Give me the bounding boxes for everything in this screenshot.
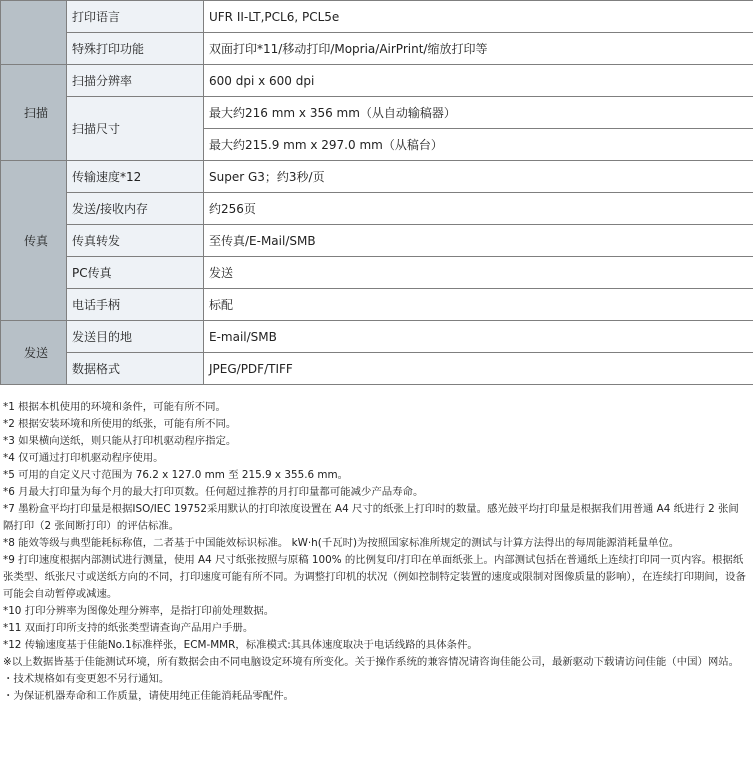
category-scan: 扫描 (1, 65, 67, 161)
footnote: *10 打印分辨率为图像处理分辨率，是指打印前处理数据。 (3, 605, 275, 617)
footnote: ・技术规格如有变更恕不另行通知。 (3, 673, 170, 685)
spec-key: 电话手柄 (67, 289, 204, 321)
spec-key: 扫描尺寸 (67, 97, 204, 161)
spec-value: 最大约216 mm x 356 mm（从自动输稿器） (204, 97, 753, 129)
spec-key: 发送目的地 (67, 321, 204, 353)
footnote: *12 传输速度基于佳能No.1标准样张，ECM-MMR，标准模式:其具体速度取决于电话线路的具体条件。 (3, 639, 478, 651)
spec-key: 传真转发 (67, 225, 204, 257)
spec-key: 扫描分辨率 (67, 65, 204, 97)
table-row (1, 289, 753, 321)
spec-key: 发送/接收内存 (67, 193, 204, 225)
spec-value: 至传真/E-Mail/SMB (204, 225, 753, 257)
spec-key: PC传真 (67, 257, 204, 289)
spec-value: 最大约215.9 mm x 297.0 mm（从稿台） (204, 129, 753, 161)
spec-value: 双面打印*11/移动打印/Mopria/AirPrint/缩放打印等 (204, 33, 753, 65)
spec-value: 标配 (204, 289, 753, 321)
spec-value: 约256页 (204, 193, 753, 225)
footnote: *9 打印速度根据内部测试进行测量，使用 A4 尺寸纸张按照与原稿 100% 的比例复印/打印在单面纸张上。内部测试包括在普通纸上连续打印同一页内容。根据纸张类型、纸张尺寸或送纸方向的不同，打印速度可能有所不同。为调整打印机的状况（例如控制特定装置的速度或限制对图像质量的影响），在连续打印期间，设备可能会自动暂停或减速。 (3, 554, 746, 600)
footnote: *5 可用的自定义尺寸范围为 76.2 x 127.0 mm 至 215.9 x 355.6 mm。 (3, 469, 349, 481)
table-row (1, 65, 753, 97)
footnote: *11 双面打印所支持的纸张类型请查询产品用户手册。 (3, 622, 254, 634)
table-row (1, 193, 753, 225)
footnote: *2 根据安装环境和所使用的纸张，可能有所不同。 (3, 418, 237, 430)
table-row (1, 353, 753, 385)
spec-value: JPEG/PDF/TIFF (204, 353, 753, 385)
table-row (1, 257, 753, 289)
footnote: *4 仅可通过打印机驱动程序使用。 (3, 452, 164, 464)
table-row (1, 33, 753, 65)
footnotes (3, 399, 749, 705)
table-row (1, 97, 753, 129)
footnote: *7 墨粉盒平均打印量是根据ISO/IEC 19752采用默认的打印浓度设置在 A4 尺寸的纸张上打印时的数量。感光鼓平均打印量是根据我们用普通 A4 纸进行 2 张间隔打印（2 张间断打印）的评估标准。 (3, 503, 739, 532)
spec-value: UFR II-LT,PCL6, PCL5e (204, 1, 753, 33)
table-row (1, 321, 753, 353)
category-send: 发送 (1, 321, 67, 385)
spec-key: 打印语言 (67, 1, 204, 33)
footnote: *3 如果横向送纸，则只能从打印机驱动程序指定。 (3, 435, 237, 447)
footnote: *6 月最大打印量为每个月的最大打印页数。任何超过推荐的月打印量都可能减少产品寿命。 (3, 486, 424, 498)
table-row (1, 161, 753, 193)
spec-key: 数据格式 (67, 353, 204, 385)
category-print (1, 1, 67, 65)
spec-value: 发送 (204, 257, 753, 289)
table-row (1, 225, 753, 257)
spec-value: Super G3；约3秒/页 (204, 161, 753, 193)
spec-key: 特殊打印功能 (67, 33, 204, 65)
spec-value: 600 dpi x 600 dpi (204, 65, 753, 97)
spec-value: E-mail/SMB (204, 321, 753, 353)
footnote: ※以上数据皆基于佳能测试环境，所有数据会由不同电脑设定环境有所变化。关于操作系统的兼容情况请咨询佳能公司，最新驱动下载请访问佳能（中国）网站。 (3, 656, 740, 668)
footnote: ・为保证机器寿命和工作质量，请使用纯正佳能消耗品零配件。 (3, 690, 294, 702)
footnote: *8 能效等级与典型能耗标称值，二者基于中国能效标识标准。 kW·h(千瓦时)为按照国家标准所规定的测试与计算方法得出的每周能源消耗量单位。 (3, 537, 680, 549)
table-row (1, 1, 753, 33)
footnote: *1 根据本机使用的环境和条件，可能有所不同。 (3, 401, 226, 413)
category-fax: 传真 (1, 161, 67, 321)
spec-key: 传输速度*12 (67, 161, 204, 193)
